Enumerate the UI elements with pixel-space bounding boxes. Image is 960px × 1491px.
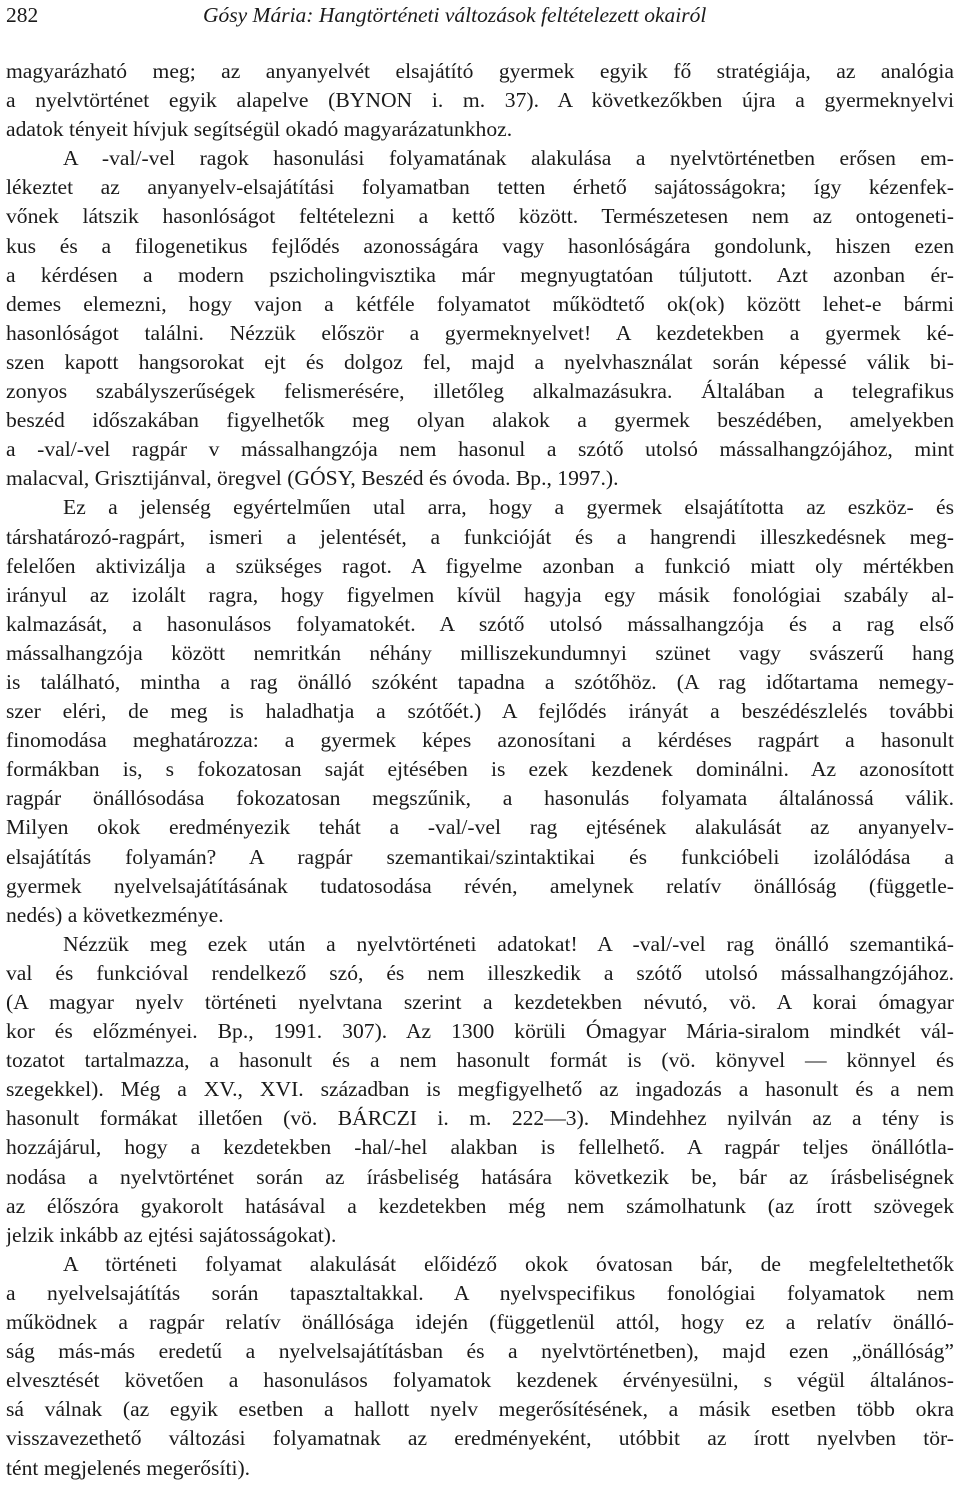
text-line: A -val/-vel ragok hasonulási folyamatának alakulása a nyelvtörténetben erősen em- xyxy=(63,146,954,171)
text-line: adatok tényeit hívjuk segítségül okadó magyarázatunkhoz. xyxy=(6,117,513,142)
text-line: zonyos szabályszerűségek felismerésére, illetőleg alkalmazásukra. Általában a telegrafikus xyxy=(6,379,954,404)
body-text xyxy=(6,57,954,1483)
text-line: A történeti folyamat alakulását előidéző okok óvatosan bár, de megfeleltethetők xyxy=(63,1251,954,1276)
text-line: társhatározó-ragpárt, ismeri a jelentését, a funkcióját és a hangrendi illeszkedésnek meg- xyxy=(6,524,954,549)
text-line: nodása a nyelvtörténet során az írásbeliség hatására következik be, bár az írásbeliségnek xyxy=(6,1164,954,1189)
text-line: formákban is, s fokozatosan saját ejtésében is ezek kezdenek dominálni. Az azonosított xyxy=(6,757,954,782)
text-line: a kérdésen a modern pszicholingvisztika már megnyugtatóan túljutott. Azt azonban ér- xyxy=(6,262,954,287)
running-title: Gósy Mária: Hangtörténeti változások feltételezett okairól xyxy=(203,3,707,27)
text-line: működnek a ragpár relatív önállósága idején (függetlenül attól, hogy ez a relatív önálló- xyxy=(6,1310,954,1335)
text-line: tozatot tartalmazza, a hasonult és a nem hasonult formát is (vö. könyvel — könnyel és xyxy=(6,1048,954,1073)
text-line: (A magyar nyelv történeti nyelvtana szerint a kezdetekben névutó, vö. A korai ómagyar xyxy=(6,990,954,1014)
text-line: hozzájárul, hogy a kezdetekben -hal/-hel alakban is fellelhető. A ragpár teljes önállótla- xyxy=(6,1135,954,1160)
text-line: nedés) a következménye. xyxy=(6,902,224,927)
text-line: tént megjelenés megerősíti). xyxy=(6,1455,251,1480)
text-line: val és funkcióval rendelkező szó, és nem illeszkedik a szótő utolsó mássalhangzójához. xyxy=(6,960,954,985)
text-line: szen kapott hangsorokat ejt és dolgoz fel, majd a nyelvhasználat során képessé válik bi- xyxy=(6,349,954,374)
text-line: finomodása meghatározza: a gyermek képes azonosítani a kérdéses ragpárt a hasonult xyxy=(6,728,954,753)
text-line: kor és előzményei. Bp., 1991. 307). Az 1300 körüli Ómagyar Mária-siralom mindkét vál- xyxy=(6,1019,954,1044)
text-line: sá válnak (az egyik esetben a hallott nyelv megerősítésének, a másik esetben több okra xyxy=(6,1397,954,1422)
text-line: elsajátítás folyamán? A ragpár szemantikai/szintaktikai és funkcióbeli izolálódása a xyxy=(6,844,954,869)
text-line: ragpár önállósodása fokozatosan megszűnik, a hasonulás folyamata általánossá válik. xyxy=(6,786,954,811)
text-line: az élőszóra gyakorolt hatásával a kezdetekben még nem számolhatunk (az írott szövegek xyxy=(6,1193,954,1218)
text-line: Nézzük meg ezek után a nyelvtörténeti adatokat! A -val/-vel rag önálló szemantiká- xyxy=(63,931,954,956)
text-line: demes elemezni, hogy vajon a kétféle folyamatot működtető ok(ok) között lehet-e bármi xyxy=(6,291,954,316)
text-line: Milyen okok eredményezik tehát a -val/-vel rag ejtésének alakulását az anyanyelv- xyxy=(6,815,954,840)
text-line: a nyelvtörténet egyik alapelve (BYNON i. m. 37). A következőkben újra a gyermeknyelvi xyxy=(6,88,954,113)
text-line: kus és a filogenetikus fejlődés azonosságára vagy hasonlóságára gondolunk, hiszen ezen xyxy=(6,233,954,258)
text-line: felelően aktivizálja a szükséges ragot. A figyelme azonban a funkció miatt oly mértékben xyxy=(6,553,954,578)
text-line: szer eléri, de meg is haladhatja a szótőét.) A fejlődés irányát a beszédészlelés további xyxy=(6,699,954,724)
text-line: magyarázható meg; az anyanyelvét elsajátító gyermek egyik fő stratégiája, az analógia xyxy=(6,59,954,83)
text-line: irányul az izolált ragra, hogy figyelmen kívül hagyja egy másik fonológiai szabály al- xyxy=(6,582,954,607)
text-line: hasonlóságot találni. Nézzük először a gyermeknyelvet! A kezdetekben a gyermek ké- xyxy=(6,320,954,345)
text-line: ság más-más eredetű a nyelvelsajátításban és a nyelvtörténetben), majd ezen „önállóság” xyxy=(6,1339,954,1364)
text-line: beszéd időszakában figyelhetők meg olyan alakok a gyermek beszédében, amelyekben xyxy=(6,408,954,433)
text-line: lékeztet az anyanyelv-elsajátítási folyamatban tetten érhető sajátosságokra; így kézenfek- xyxy=(6,175,954,200)
text-line: is található, mintha a rag önálló szóként tapadna a szótőhöz. (A rag időtartama nemegy- xyxy=(6,669,954,694)
text-line: a nyelvelsajátítás során tapasztaltakkal. A nyelvspecifikus fonológiai folyamatok nem xyxy=(6,1280,954,1305)
text-line: Ez a jelenség egyértelműen utal arra, hogy a gyermek elsajátította az eszköz- és xyxy=(63,495,954,520)
text-line: visszavezethető változási folyamatnak az eredményeként, utóbbit az írott nyelvben tör- xyxy=(6,1426,954,1451)
text-line: elvesztését követően a hasonulásos folyamatok kezdenek érvényesülni, s végül általános- xyxy=(6,1368,954,1393)
text-line: malacval, Grisztijánval, öregvel (GÓSY, Beszéd és óvoda. Bp., 1997.). xyxy=(6,466,619,491)
page-number: 282 xyxy=(6,3,39,27)
text-line: vőnek látszik hasonlóságot feltételezni a kettő között. Természetesen nem az ontogeneti- xyxy=(6,204,954,229)
text-line: hasonult formákat illetően (vö. BÁRCZI i. m. 222—3). Mindehhez nyilván az a tény is xyxy=(6,1106,954,1131)
text-line: jelzik inkább az ejtési sajátosságokat). xyxy=(6,1222,337,1247)
text-line: szegekkel). Még a XV., XVI. században is megfigyelhető az ingadozás a hasonult és a nem xyxy=(6,1077,954,1102)
text-line: a -val/-vel ragpár v mássalhangzója nem hasonul a szótő utolsó mássalhangzójához, mint xyxy=(6,437,954,462)
text-line: kalmazását, a hasonulásos folyamatokét. A szótő utolsó mássalhangzója és a rag első xyxy=(6,611,954,636)
text-line: gyermek nyelvelsajátításának tudatosodása révén, amelynek relatív önállóság (függetle- xyxy=(6,873,954,898)
running-head xyxy=(6,0,954,30)
text-line: mássalhangzója között nemritkán néhány milliszekundumnyi szünet vagy svászerű hang xyxy=(6,640,954,665)
